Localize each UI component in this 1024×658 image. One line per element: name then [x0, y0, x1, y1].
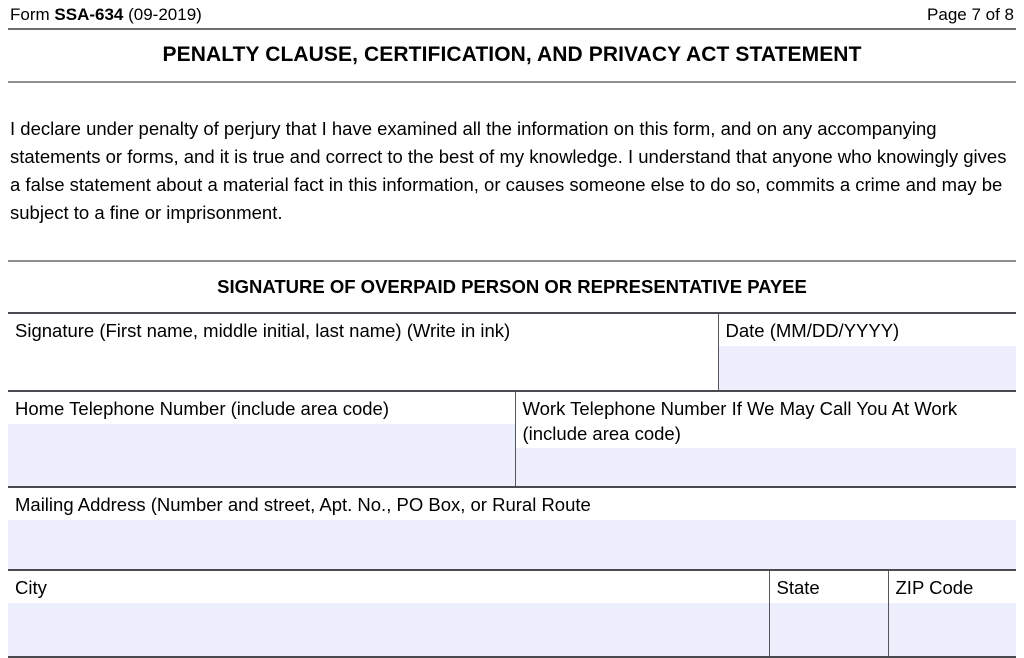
cell-date: [718, 313, 1016, 391]
home-telephone-label: Home Telephone Number (include area code): [8, 392, 515, 423]
page-indicator: Page 7 of 8: [927, 5, 1014, 24]
zip-code-input[interactable]: [889, 603, 1017, 657]
cell-work-phone: [515, 392, 1016, 487]
state-label: State: [770, 571, 888, 602]
date-input[interactable]: [719, 346, 1017, 391]
title-divider-rule: [8, 81, 1016, 83]
form-identifier: [10, 5, 202, 25]
phone-form-table: [8, 392, 1016, 488]
date-label: Date (MM/DD/YYYY): [719, 314, 1017, 345]
work-telephone-input[interactable]: [516, 448, 1017, 486]
table-row-signature-date: [8, 313, 1016, 391]
mailing-address-label: Mailing Address (Number and street, Apt. No., PO Box, or Rural Route: [8, 488, 1016, 519]
cell-mailing-address: [8, 488, 1016, 570]
form-label: Form: [10, 5, 55, 24]
cell-zip: [888, 571, 1016, 657]
signature-form-table: [8, 312, 1016, 392]
mailing-address-input[interactable]: [8, 520, 1016, 570]
form-number: SSA-634: [54, 5, 124, 24]
address-form-table: [8, 488, 1016, 571]
zip-code-label: ZIP Code: [889, 571, 1017, 602]
page-header: [8, 0, 1016, 28]
city-input[interactable]: [8, 603, 769, 657]
page-title: PENALTY CLAUSE, CERTIFICATION, AND PRIVACY ACT STATEMENT: [162, 43, 862, 67]
home-telephone-input[interactable]: [8, 424, 515, 487]
form-revision-date: (09-2019): [123, 5, 202, 24]
cell-city: [8, 571, 769, 657]
cell-state: [769, 571, 888, 657]
cell-signature: [8, 313, 718, 391]
table-row-mailing-address: [8, 488, 1016, 570]
cell-home-phone: [8, 392, 515, 487]
table-row-city-state-zip: [8, 571, 1016, 657]
work-telephone-label: Work Telephone Number If We May Call You At Work (include area code): [516, 392, 1017, 448]
section-heading-signature: SIGNATURE OF OVERPAID PERSON OR REPRESENTATIVE PAYEE: [217, 276, 807, 298]
state-input[interactable]: [770, 603, 888, 657]
signature-input[interactable]: [8, 346, 718, 391]
table-row-phone-numbers: [8, 392, 1016, 487]
city-state-zip-form-table: [8, 571, 1016, 658]
declaration-paragraph: I declare under penalty of perjury that I have examined all the information on this form, and on any accompanying statements or forms, and it is true and correct to the best of my knowledge. I understand that anyone who knowingly gives a false statement about a material fact in this information, or causes someone else to do so, commits a crime and may be subject to a fine or imprisonment.: [10, 118, 1007, 224]
signature-label: Signature (First name, middle initial, last name) (Write in ink): [8, 314, 718, 345]
city-label: City: [8, 571, 769, 602]
